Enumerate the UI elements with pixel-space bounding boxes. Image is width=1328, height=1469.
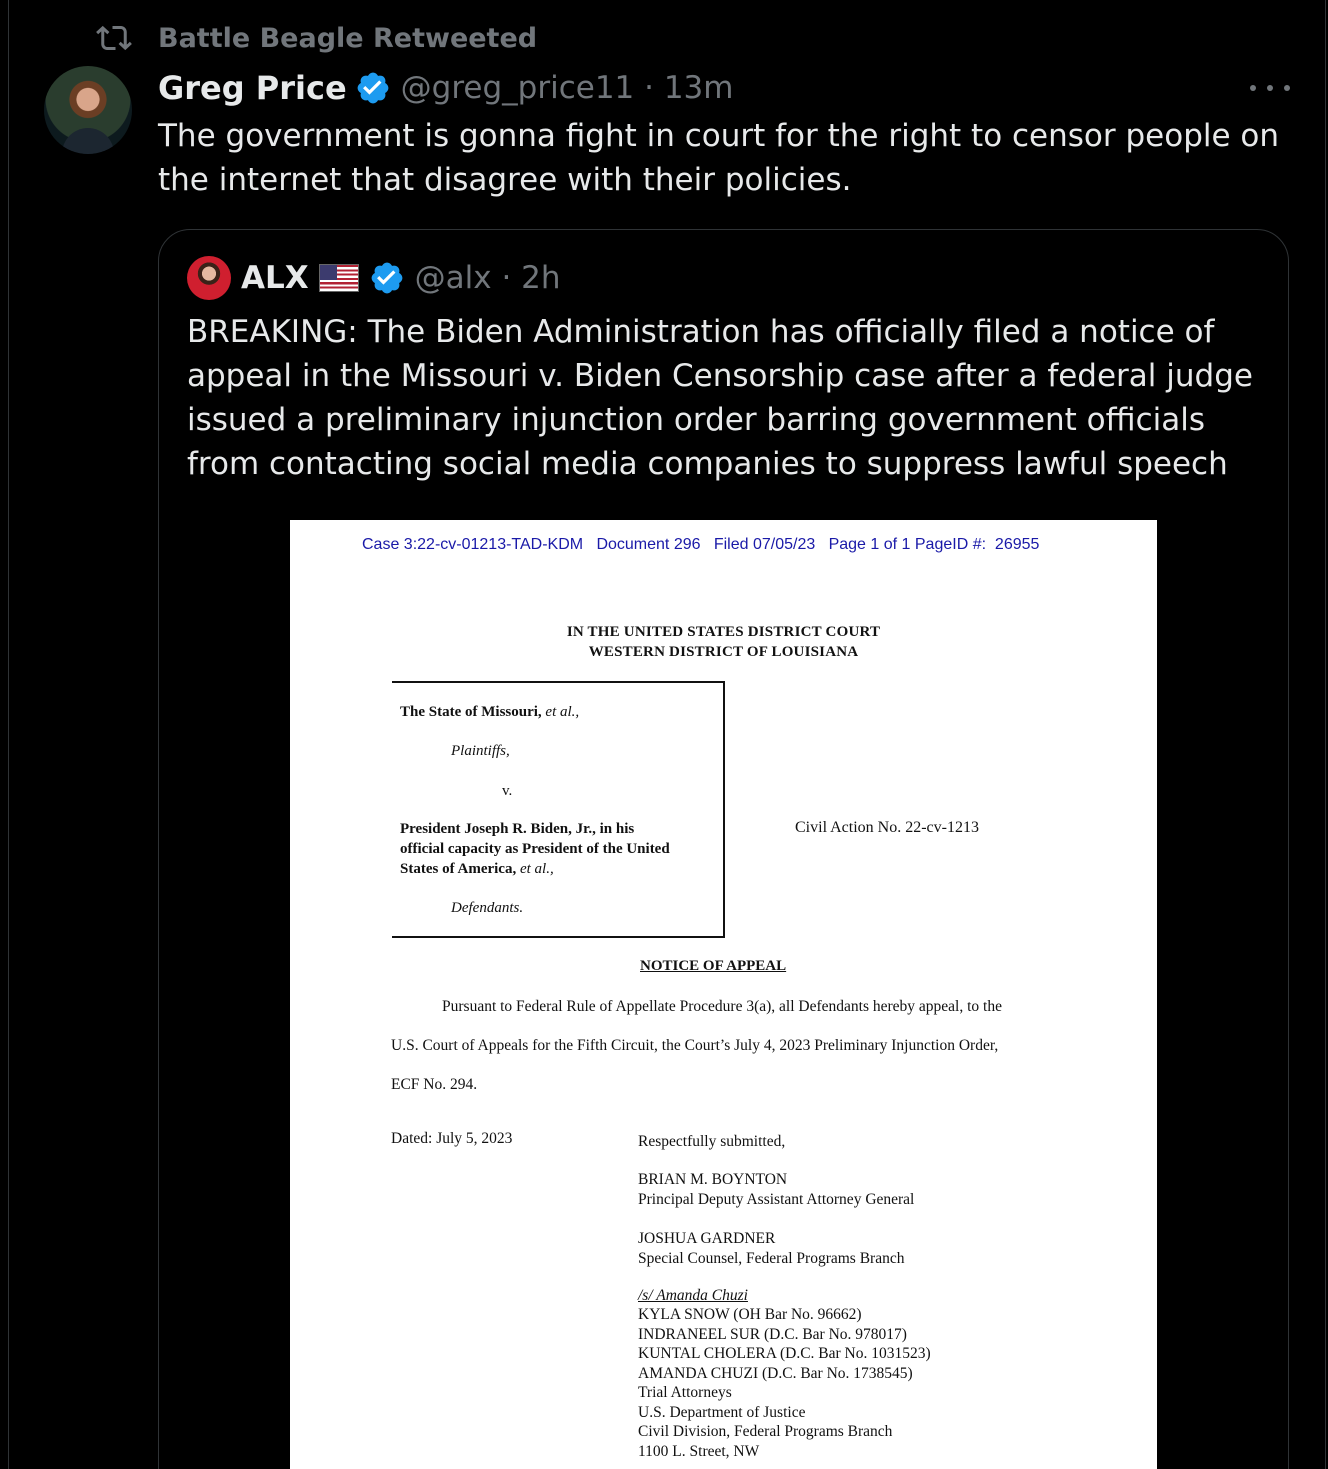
doc-sig1-name: BRIAN M. BOYNTON: [638, 1171, 788, 1188]
doc-body-line-2: U.S. Court of Appeals for the Fifth Circuit, the Court’s July 4, 2023 Preliminary Injunction Order,: [391, 1037, 999, 1054]
court-line-2: WESTERN DISTRICT OF LOUISIANA: [588, 644, 859, 660]
quote-header: [187, 258, 561, 298]
doc-versus: v.: [502, 783, 513, 799]
document-image[interactable]: [290, 520, 1157, 1469]
doc-sig1-title: Principal Deputy Assistant Attorney General: [638, 1191, 915, 1208]
doc-defendant-line-1: President Joseph R. Biden, Jr., in his: [400, 821, 635, 837]
doc-defendants-label: Defendants.: [451, 900, 524, 916]
tweet-header: [158, 66, 733, 110]
doc-sig2-name: JOSHUA GARDNER: [638, 1230, 776, 1247]
doc-defendant-line-2: official capacity as President of the United: [400, 841, 670, 857]
doc-department: U.S. Department of Justice: [638, 1404, 806, 1421]
tweet-text: The government is gonna fight in court for the right to censor people on the internet that disagree with their policies.: [158, 118, 1280, 198]
doc-dated: Dated: July 5, 2023: [391, 1130, 513, 1147]
retweet-icon: [96, 20, 132, 56]
doc-signature-line: /s/ Amanda Chuzi: [638, 1287, 748, 1304]
doc-case-header: Case 3:22-cv-01213-TAD-KDM Document 296 Filed 07/05/23 Page 1 of 1 PageID #: 26955: [362, 536, 1040, 553]
doc-attorney-3: KUNTAL CHOLERA (D.C. Bar No. 1031523): [638, 1345, 931, 1362]
quote-author-name: ALX: [241, 260, 309, 296]
author-handle-time[interactable]: @greg_price11 · 13m: [400, 70, 734, 106]
doc-plaintiffs-label: Plaintiffs,: [451, 743, 510, 759]
doc-defendant-line-3: States of America, et al.,: [400, 861, 554, 877]
more-options-icon[interactable]: [1250, 74, 1290, 102]
doc-notice-title: NOTICE OF APPEAL: [640, 958, 787, 974]
quote-avatar: [187, 256, 231, 300]
verified-badge-icon: [369, 260, 405, 296]
us-flag-icon: [319, 264, 359, 292]
doc-street: 1100 L. Street, NW: [638, 1443, 760, 1460]
doc-attorney-1: KYLA SNOW (OH Bar No. 96662): [638, 1306, 862, 1323]
quote-text: BREAKING: The Biden Administration has officially filed a notice of appeal in the Missouri v. Biden Censorship case after a federal judge issued a preliminary injunction order barring government officials from contacting social media companies to suppress lawful speech: [187, 314, 1253, 482]
court-line-1: IN THE UNITED STATES DISTRICT COURT: [566, 624, 881, 640]
doc-attorney-2: INDRANEEL SUR (D.C. Bar No. 978017): [638, 1326, 907, 1343]
doc-attorney-4: AMANDA CHUZI (D.C. Bar No. 1738545): [638, 1365, 913, 1382]
doc-respectfully: Respectfully submitted,: [638, 1133, 786, 1150]
doc-body-line-1: Pursuant to Federal Rule of Appellate Procedure 3(a), all Defendants hereby appeal, to the: [442, 998, 1002, 1015]
verified-badge-icon[interactable]: [355, 70, 391, 106]
retweet-label[interactable]: Battle Beagle Retweeted: [158, 22, 538, 54]
author-name[interactable]: Greg Price: [158, 69, 347, 107]
quoted-tweet[interactable]: [158, 229, 1289, 1469]
doc-division: Civil Division, Federal Programs Branch: [638, 1423, 893, 1440]
doc-civil-action: Civil Action No. 22-cv-1213: [795, 819, 979, 836]
doc-court-title: [290, 622, 1157, 662]
doc-body-line-3: ECF No. 294.: [391, 1076, 478, 1093]
quote-author-handle-time: @alx · 2h: [414, 260, 561, 296]
doc-plaintiff: The State of Missouri, et al.,: [400, 704, 580, 720]
retweet-indicator[interactable]: [96, 20, 537, 56]
doc-sig2-title: Special Counsel, Federal Programs Branch: [638, 1250, 905, 1267]
doc-trial-attorneys: Trial Attorneys: [638, 1384, 732, 1401]
avatar[interactable]: [44, 66, 132, 154]
